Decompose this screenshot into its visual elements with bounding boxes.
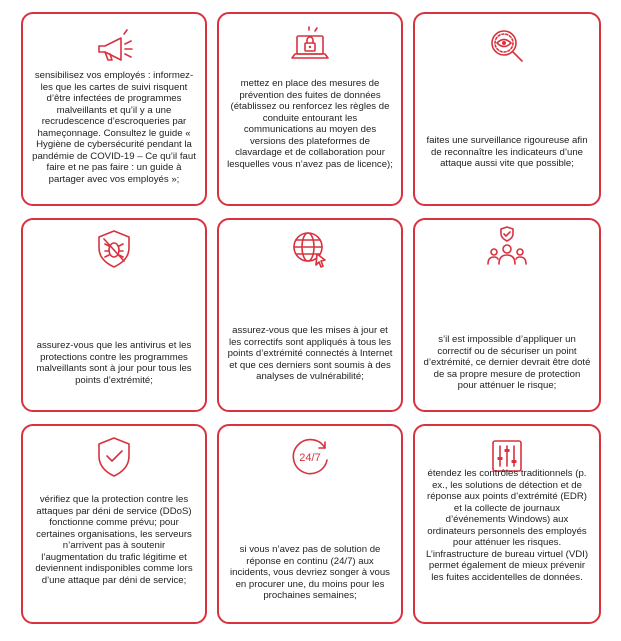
card-endpoint-protection <box>413 218 601 412</box>
card-text: assurez-vous que les mises à jour et les correctifs sont appliqués à tous les points d’extrémité connectés à Internet et que ces derniers sont soumis à des analyses de vulnérabilité; <box>227 325 393 382</box>
card-extend-controls <box>413 424 601 624</box>
card-text: étendez les contrôles traditionnels (p. ex., les solutions de détection et de réponse aux points d’extrémité (EDR) et la collecte de journaux d’événements Windows) aux ordinateurs personnels des employés pour atténuer les risques. L’infrastructure de bureau virtuel (VDI) permet également de mieux prévenir les fuites accidentelles de données. <box>425 468 589 583</box>
people-shield-icon <box>484 224 530 270</box>
megaphone-icon <box>91 24 137 70</box>
card-text: sensibilisez vos employés : informez-les que les cartes de suivi risquent d’être infectées de programmes malveillants et qu’il y a une recrudescence d’escroqueries par hameçonnage. Consultez le guide « Hygiène de cybersécurité pendant la pandémie de COVID-19 – Ce qu’il faut faire et ne pas faire : un guide à partager avec vos employés »; <box>32 70 196 185</box>
card-ddos <box>21 424 207 624</box>
card-text: vérifiez que la protection contre les attaques par déni de service (DDoS) fonctionne comme prévu; pour certaines organisations, les serveurs n’arrivent pas à soutenir l’augmentation du trafic légitime et deviennent indisponibles comme lors d’une attaque par déni de service; <box>35 494 193 586</box>
magnifier-eye-icon <box>484 24 530 70</box>
card-data-leak-prevention <box>217 12 403 206</box>
card-text: faites une surveillance rigoureuse afin de reconnaître les indicateurs d’une attaque aussi vite que possible; <box>426 135 588 169</box>
card-antivirus <box>21 218 207 412</box>
card-text: assurez-vous que les antivirus et les protections contre les programmes malveillants sont à jour pour tous les points d’extrémité; <box>36 340 192 386</box>
card-text: mettez en place des mesures de prévention des fuites de données (établissez ou renforcez les règles de conduite entourant les communications au moyen des versions des plateformes de clavardage et de collaboration pour lesquelles vous n’avez pas de licence); <box>227 78 393 170</box>
card-incident-response <box>217 424 403 624</box>
card-text: si vous n’avez pas de solution de réponse en continu (24/7) aux incidents, vous devriez songer à vous en procurer une, du moins pour les prochaines semaines; <box>230 544 390 601</box>
card-awareness <box>21 12 207 206</box>
globe-cursor-icon <box>287 226 333 272</box>
card-text: s’il est impossible d’appliquer un correctif ou de sécuriser un point d’extrémité, ce dernier devrait être doté de sa propre mesure de protection pour atténuer le risque; <box>423 334 591 391</box>
laptop-lock-icon <box>287 24 333 70</box>
clock-label: 24/7 <box>299 452 321 464</box>
clock-24-7-icon <box>287 434 333 480</box>
card-monitoring <box>413 12 601 206</box>
shield-check-icon <box>91 434 137 480</box>
shield-bug-icon <box>91 226 137 272</box>
card-patching <box>217 218 403 412</box>
